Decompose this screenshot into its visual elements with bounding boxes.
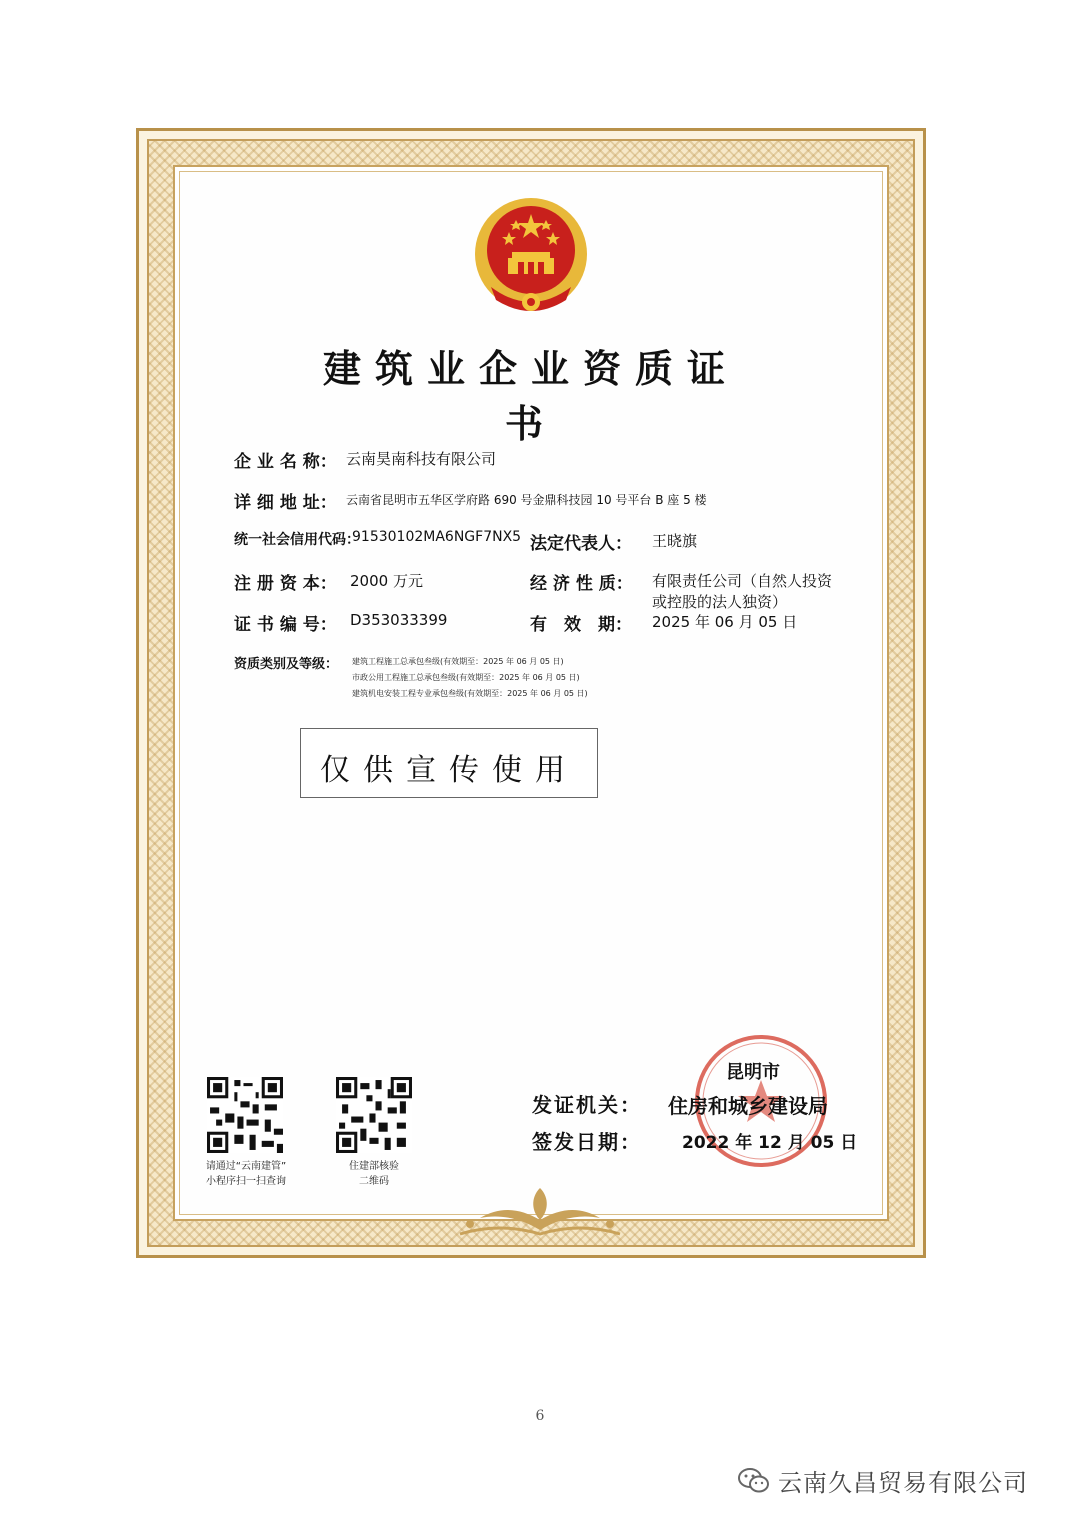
cert-no: D353033399 <box>350 611 448 629</box>
watermark <box>738 1463 1028 1498</box>
qualification-item: 建筑机电安装工程专业承包叁级(有效期至：2025 年 06 月 05 日) <box>352 689 588 698</box>
promo-only-stamp <box>300 728 598 798</box>
validity-label: 有 效 期： <box>530 615 632 635</box>
address: 云南省昆明市五华区学府路 690 号金鼎科技园 10 号平台 B 座 5 楼 <box>346 493 707 507</box>
qr-right-caption-2: 二维码 <box>359 1176 389 1187</box>
capital-label: 注 册 资 本： <box>234 574 337 594</box>
wechat-icon <box>738 1467 770 1495</box>
company-name-label: 企 业 名 称： <box>234 452 337 472</box>
legal-rep-label: 法定代表人： <box>530 534 632 554</box>
page-number: 6 <box>535 1408 545 1424</box>
issuer-label: 发证机关： <box>532 1093 642 1117</box>
qr-code-icon[interactable] <box>336 1077 412 1153</box>
econ-type-line2: 或控股的法人独资） <box>652 593 788 611</box>
qualification-label: 资质类别及等级： <box>234 657 339 672</box>
promo-only-text: 仅供宣传使用 <box>320 753 578 788</box>
qualification-item: 建筑工程施工总承包叁级(有效期至：2025 年 06 月 05 日) <box>352 657 564 666</box>
capital: 2000 万元 <box>350 572 423 590</box>
issue-date-label: 签发日期： <box>532 1130 642 1154</box>
cert-no-label: 证 书 编 号： <box>234 615 337 635</box>
econ-type-label: 经 济 性 质： <box>530 574 633 594</box>
credit-code-label: 统一社会信用代码： <box>234 532 360 548</box>
econ-type-line1: 有限责任公司（自然人投资 <box>652 572 833 590</box>
qr-left-caption-1: 请通过“云南建管” <box>205 1161 287 1172</box>
national-emblem-icon <box>466 192 596 322</box>
issue-date: 2022 年 12 月 05 日 <box>682 1133 858 1153</box>
qr-right-caption-1: 住建部核验 <box>349 1161 399 1172</box>
validity: 2025 年 06 月 05 日 <box>652 613 798 631</box>
issuer: 住房和城乡建设局 <box>668 1094 828 1118</box>
watermark-text: 云南久昌贸易有限公司 <box>778 1469 1028 1497</box>
certificate-title: 建筑业企业资质证书 <box>322 347 739 446</box>
qr-left-caption-2: 小程序扫一扫查询 <box>206 1176 286 1187</box>
qualification-item: 市政公用工程施工总承包叁级(有效期至：2025 年 06 月 05 日) <box>352 673 580 682</box>
ornament-icon <box>440 1178 640 1244</box>
credit-code: 91530102MA6NGF7NX5 <box>352 529 522 545</box>
issuer-city: 昆明市 <box>726 1062 780 1083</box>
company-name: 云南昊南科技有限公司 <box>346 450 497 468</box>
legal-rep: 王晓旗 <box>652 532 698 550</box>
qr-code-icon[interactable] <box>207 1077 283 1153</box>
address-label: 详 细 地 址： <box>234 493 337 513</box>
